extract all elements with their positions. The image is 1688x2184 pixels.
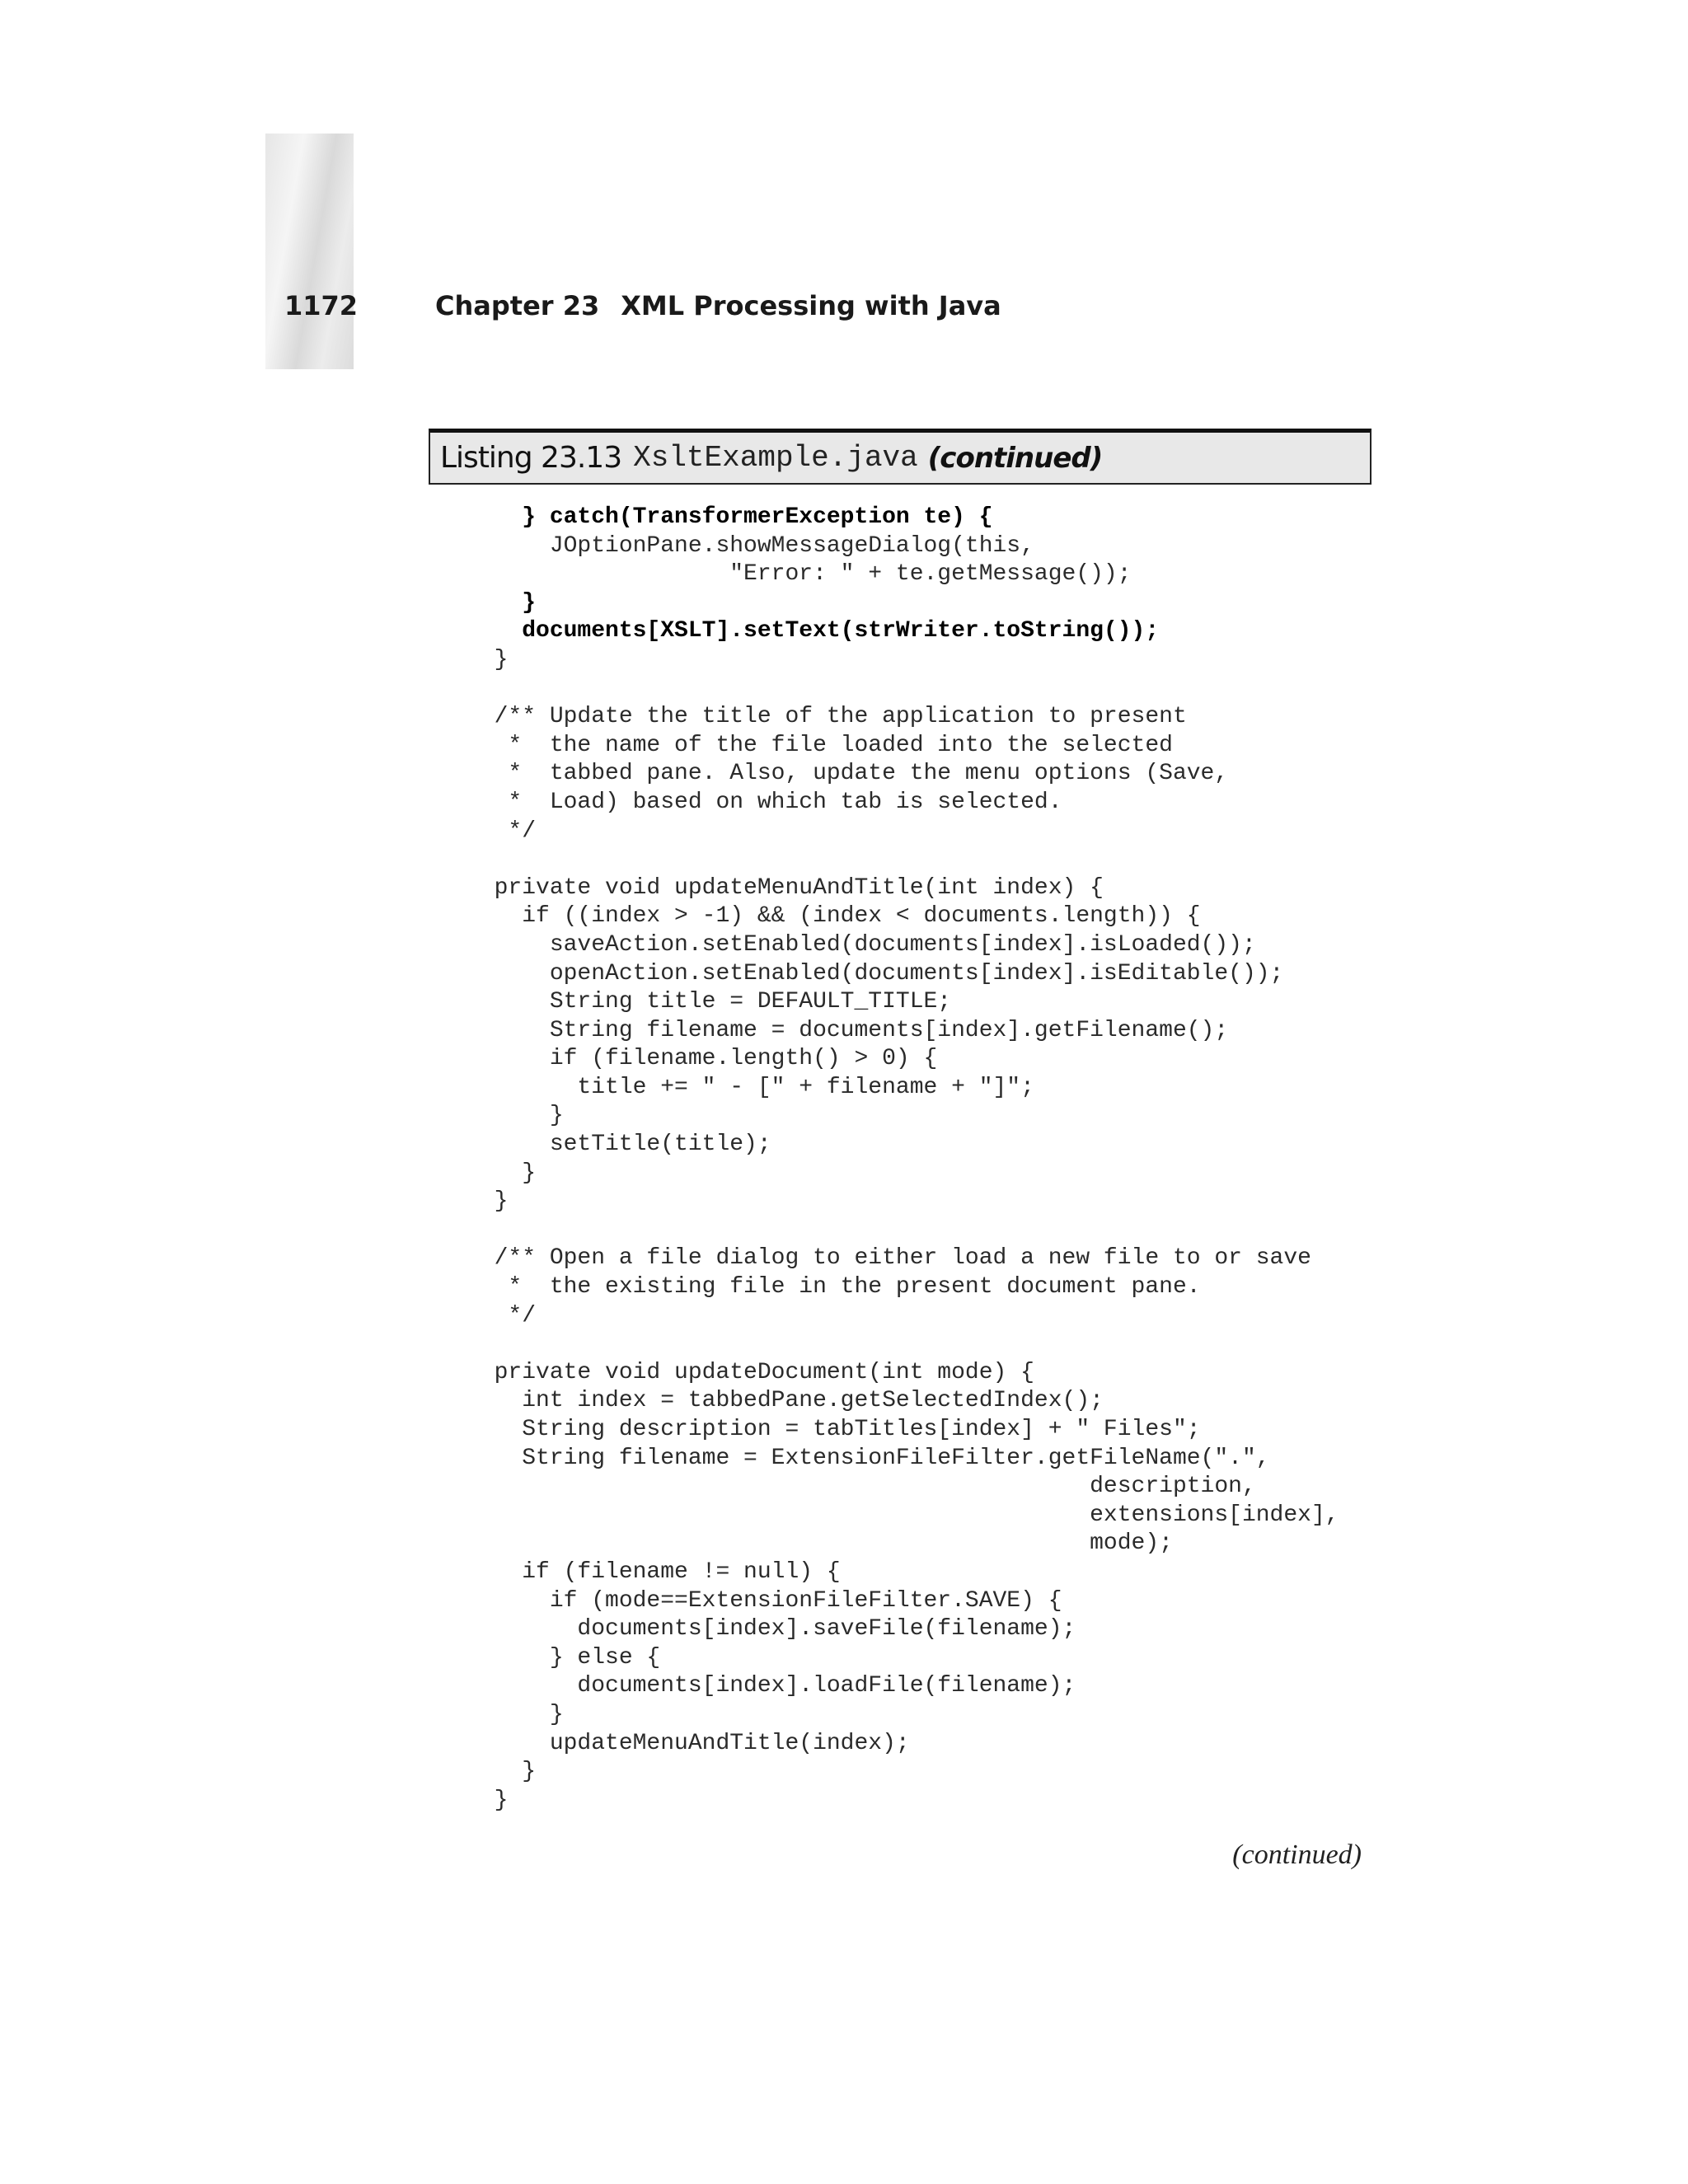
code-line: documents[index].loadFile(filename);: [467, 1673, 1076, 1699]
code-line: documents[XSLT].setText(strWriter.toString());: [467, 618, 1160, 644]
code-line: private void updateMenuAndTitle(int index) {: [467, 874, 1104, 901]
code-line: updateMenuAndTitle(index);: [467, 1730, 910, 1756]
code-line: if (mode==ExtensionFileFilter.SAVE) {: [467, 1587, 1062, 1614]
code-line: * the name of the file loaded into the selected: [467, 732, 1173, 758]
code-line: * Load) based on which tab is selected.: [467, 789, 1062, 815]
code-line: /** Open a file dialog to either load a new file to or save: [467, 1245, 1311, 1272]
code-line: int index = tabbedPane.getSelectedIndex();: [467, 1388, 1104, 1414]
chapter-label: Chapter 23: [435, 290, 600, 321]
code-line: }: [467, 1160, 537, 1186]
running-head: [435, 290, 1001, 321]
listing-label: Listing 23.13: [440, 441, 622, 475]
code-line: openAction.setEnabled(documents[index].isEditable());: [467, 960, 1284, 987]
code-line: [467, 675, 1339, 704]
code-line: String filename = documents[index].getFilename();: [467, 1017, 1229, 1043]
thumb-tab-decoration: [265, 134, 354, 369]
code-line: if ((index > -1) && (index < documents.length)) {: [467, 903, 1201, 930]
code-line: [467, 1330, 1339, 1359]
code-line: if (filename.length() > 0) {: [467, 1046, 938, 1072]
code-line: mode);: [467, 1530, 1173, 1557]
code-line: String description = tabTitles[index] + " Files";: [467, 1417, 1201, 1442]
code-line: }: [467, 1759, 537, 1785]
code-line: * the existing file in the present document pane.: [467, 1274, 1201, 1301]
page-number: 1172: [284, 290, 359, 321]
code-line: if (filename != null) {: [467, 1558, 841, 1585]
code-line: /** Update the title of the application to present: [467, 704, 1187, 730]
code-line: }: [467, 646, 509, 673]
continued-footer: (continued): [1232, 1840, 1362, 1870]
code-line: setTitle(title);: [467, 1132, 771, 1158]
code-line: }: [467, 589, 537, 616]
chapter-title: XML Processing with Java: [621, 290, 1001, 321]
code-line: }: [467, 1103, 564, 1129]
code-line: String title = DEFAULT_TITLE;: [467, 989, 952, 1015]
code-line: title += " - [" + filename + "]";: [467, 1074, 1034, 1100]
code-line: private void updateDocument(int mode) {: [467, 1359, 1034, 1385]
code-line: }: [467, 1701, 564, 1727]
code-line: extensions[index],: [467, 1502, 1339, 1528]
code-line: description,: [467, 1474, 1256, 1500]
code-line: String filename = ExtensionFileFilter.getFileName(".",: [467, 1445, 1270, 1471]
code-line: [467, 846, 1339, 874]
listing-filename: XsltExample.java: [633, 441, 918, 475]
code-line: documents[index].saveFile(filename);: [467, 1616, 1076, 1643]
code-line: }: [467, 1787, 509, 1813]
code-line: [467, 1216, 1339, 1245]
code-line: */: [467, 818, 537, 844]
code-line: } else {: [467, 1644, 661, 1671]
code-line: */: [467, 1302, 537, 1329]
code-line: saveAction.setEnabled(documents[index].isLoaded());: [467, 931, 1256, 958]
code-line: } catch(TransformerException te) {: [467, 504, 993, 530]
code-line: }: [467, 1188, 509, 1215]
listing-continued: (continued): [927, 441, 1103, 475]
code-listing: [467, 504, 1339, 1815]
code-line: "Error: " + te.getMessage());: [467, 561, 1132, 588]
listing-caption: [429, 429, 1372, 485]
code-line: JOptionPane.showMessageDialog(this,: [467, 532, 1034, 559]
code-line: * tabbed pane. Also, update the menu options (Save,: [467, 761, 1229, 787]
